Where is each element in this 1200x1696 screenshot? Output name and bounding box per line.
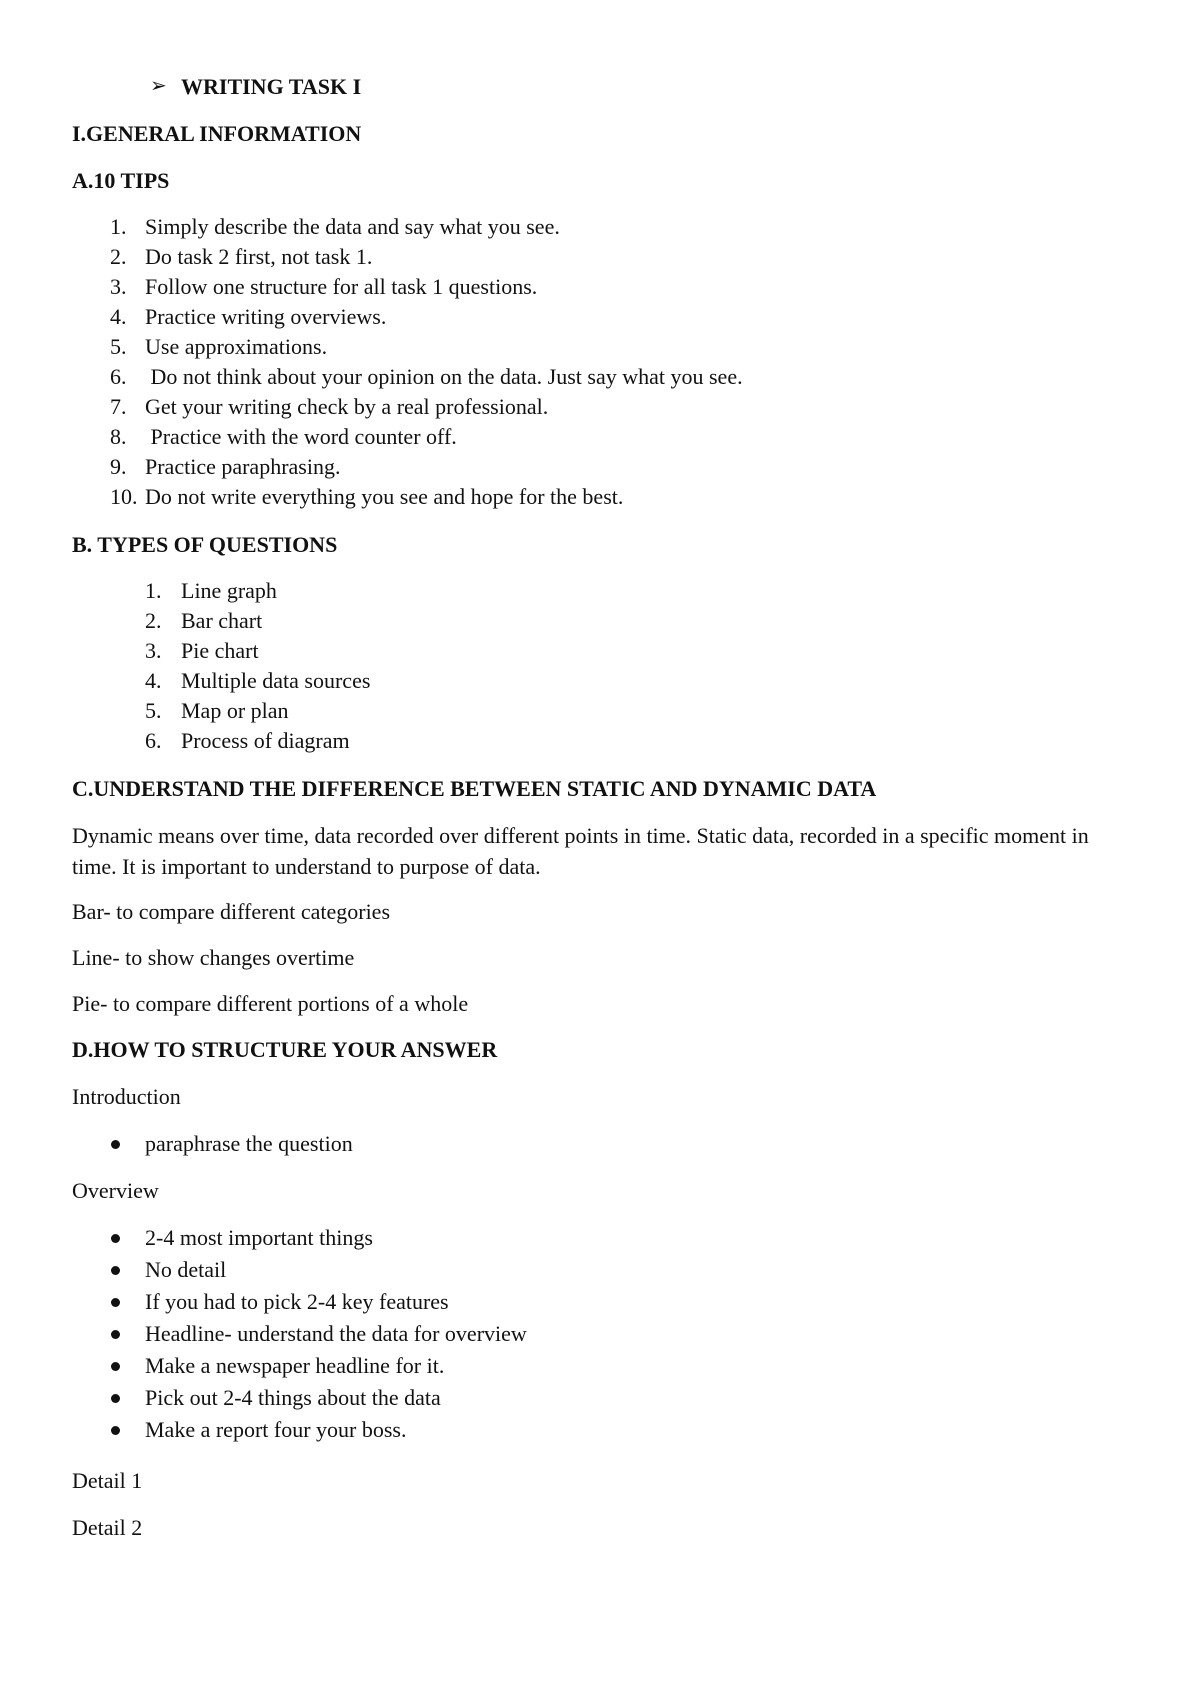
list-number: 7.: [110, 394, 127, 419]
arrow-bullet-icon: ➢: [150, 75, 167, 97]
bullet-dot-icon: [111, 1266, 120, 1275]
section-i-heading: I.GENERAL INFORMATION: [72, 121, 362, 146]
list-number: 5.: [110, 334, 127, 359]
list-number: 2.: [110, 244, 127, 269]
list-number: 8.: [110, 424, 127, 449]
list-number: 5.: [145, 698, 162, 723]
list-item: Do not write everything you see and hope for the best.: [145, 484, 624, 509]
list-number: 1.: [110, 214, 127, 239]
list-number: 1.: [145, 578, 162, 603]
list-item: Simply describe the data and say what you see.: [145, 214, 560, 239]
list-item: 2-4 most important things: [145, 1225, 373, 1250]
list-item: Get your writing check by a real professional.: [145, 394, 549, 419]
list-number: 9.: [110, 454, 127, 479]
list-item: Process of diagram: [181, 728, 350, 753]
list-item: No detail: [145, 1257, 227, 1282]
list-item: Make a newspaper headline for it.: [145, 1353, 445, 1378]
bullet-dot-icon: [111, 1298, 120, 1307]
detail-2-label: Detail 2: [72, 1515, 143, 1540]
list-item: Multiple data sources: [181, 668, 371, 693]
list-item: Follow one structure for all task 1 questions.: [145, 274, 538, 299]
section-a-heading: A.10 TIPS: [72, 168, 170, 193]
bullet-dot-icon: [111, 1426, 120, 1435]
list-item: Do task 2 first, not task 1.: [145, 244, 373, 269]
section-b-heading: B. TYPES OF QUESTIONS: [72, 532, 338, 557]
detail-1-label: Detail 1: [72, 1468, 143, 1493]
list-item: Map or plan: [181, 698, 289, 723]
bullet-dot-icon: [111, 1394, 120, 1403]
bullet-dot-icon: [111, 1362, 120, 1371]
list-number: 6.: [110, 364, 127, 389]
list-item: Bar chart: [181, 608, 263, 633]
list-item: Pick out 2-4 things about the data: [145, 1385, 441, 1410]
introduction-label: Introduction: [72, 1084, 181, 1109]
list-number: 10.: [110, 484, 138, 509]
list-number: 3.: [110, 274, 127, 299]
document-title: WRITING TASK I: [181, 74, 362, 99]
data-types-paragraph: Dynamic means over time, data recorded over different points in time. Static data, recorded in a specific moment in time. It is important to understand to purpose of data.: [72, 823, 1089, 879]
list-item: Line graph: [181, 578, 277, 603]
list-item: Practice writing overviews.: [145, 304, 387, 329]
list-number: 4.: [110, 304, 127, 329]
list-item: Practice paraphrasing.: [145, 454, 341, 479]
bullet-dot-icon: [111, 1234, 120, 1243]
list-item: Practice with the word counter off.: [145, 424, 457, 449]
bullet-dot-icon: [111, 1330, 120, 1339]
bar-chart-purpose: Bar- to compare different categories: [72, 899, 391, 924]
list-item: Use approximations.: [145, 334, 328, 359]
section-d-heading: D.HOW TO STRUCTURE YOUR ANSWER: [72, 1037, 498, 1062]
list-number: 6.: [145, 728, 162, 753]
list-number: 4.: [145, 668, 162, 693]
list-item: If you had to pick 2-4 key features: [145, 1289, 449, 1314]
overview-label: Overview: [72, 1178, 159, 1203]
list-item: paraphrase the question: [145, 1131, 353, 1156]
list-item: Headline- understand the data for overview: [145, 1321, 527, 1346]
pie-chart-purpose: Pie- to compare different portions of a whole: [72, 991, 469, 1016]
list-number: 2.: [145, 608, 162, 633]
list-number: 3.: [145, 638, 162, 663]
section-c-heading: C.UNDERSTAND THE DIFFERENCE BETWEEN STATIC AND DYNAMIC DATA: [72, 776, 877, 801]
list-item: Do not think about your opinion on the data. Just say what you see.: [145, 364, 743, 389]
line-graph-purpose: Line- to show changes overtime: [72, 945, 355, 970]
list-item: Pie chart: [181, 638, 259, 663]
list-item: Make a report four your boss.: [145, 1417, 407, 1442]
bullet-dot-icon: [111, 1140, 120, 1149]
